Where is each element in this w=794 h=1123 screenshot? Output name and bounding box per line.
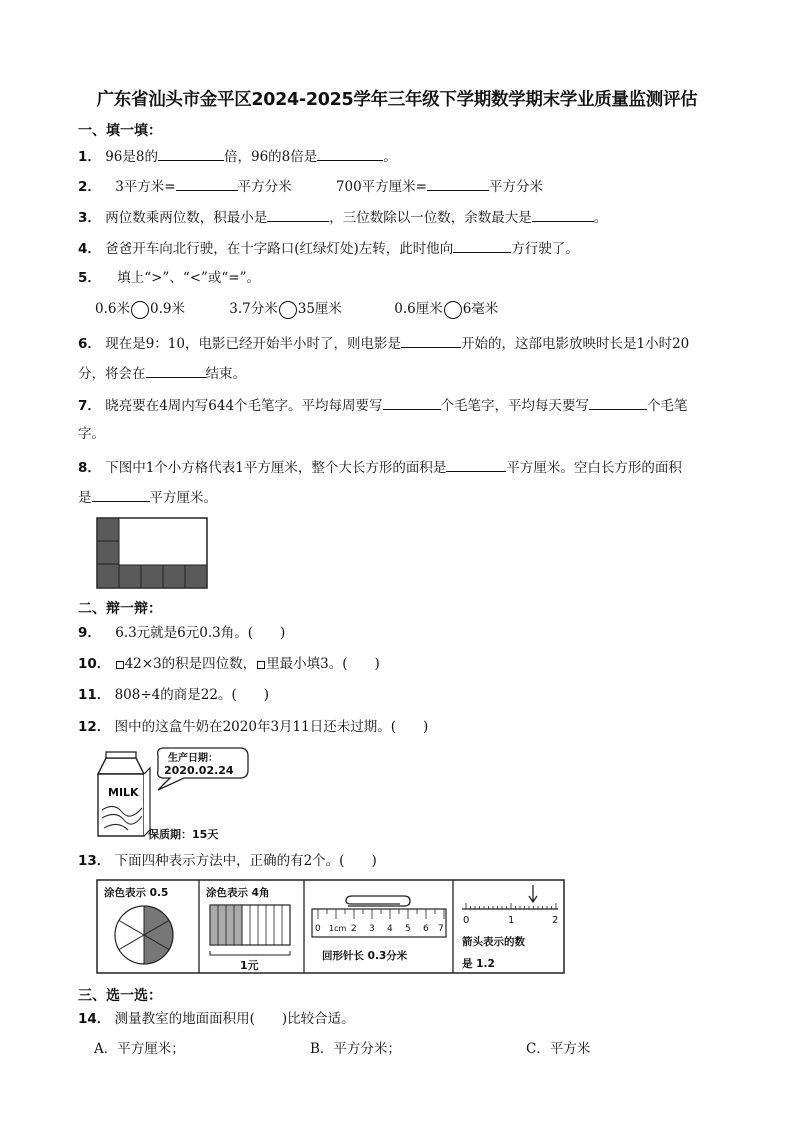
question-text: 808÷4的商是22。( )	[114, 687, 269, 703]
compare-circle[interactable]	[279, 301, 297, 319]
question-12	[78, 718, 428, 736]
question-1	[78, 146, 397, 166]
ruler-num: 3	[369, 924, 375, 934]
production-date-label: 生产日期：	[168, 753, 218, 764]
question-number: 5．	[78, 270, 101, 286]
question-text: 。	[383, 149, 397, 165]
panel3-caption: 回形针长 0.3分米	[322, 950, 408, 962]
shelf-life: 保质期：15天	[148, 828, 219, 841]
question-number: 6．	[78, 336, 101, 352]
milk-carton-figure	[92, 744, 262, 844]
question-number: 8．	[78, 460, 101, 476]
panel1-caption: 涂色表示 0.5	[104, 887, 169, 899]
question-text: 700平方厘米=	[335, 179, 427, 195]
question-text: 平方厘米。	[149, 490, 217, 506]
section-heading-choose: 三、选一选：	[78, 988, 162, 1004]
question-number: 7．	[78, 398, 101, 414]
question-text: ，三位数除以一位数，余数最大是	[329, 210, 532, 226]
question-6-cont	[78, 363, 246, 383]
question-text: 96是8的	[105, 149, 158, 165]
answer-blank[interactable]	[532, 207, 594, 222]
question-text: 两位数乘两位数，积最小是	[105, 210, 268, 226]
question-text: 图中的这盒牛奶在2020年3月11日还未过期。( )	[114, 719, 429, 735]
section-heading-fill: 一、填一填：	[78, 123, 162, 139]
question-5-comparisons	[95, 300, 498, 319]
shaded-column	[97, 518, 119, 588]
page-title: 广东省汕头市金平区2024-2025学年三年级下学期数学期末学业质量监测评估	[96, 90, 698, 110]
question-text: 下图中1个小方格代表1平方厘米，整个大长方形的面积是	[105, 460, 447, 476]
question-text: 现在是9：10，电影已经开始半小时了，则电影是	[105, 336, 401, 352]
compare-left: 0.6厘米	[394, 301, 443, 317]
ruler-num: 4	[387, 924, 393, 934]
answer-blank[interactable]	[92, 487, 150, 502]
number-line-num: 1	[508, 915, 515, 926]
box-symbol	[116, 661, 124, 669]
area-grid-figure	[96, 517, 208, 589]
question-text: 测量教室的地面面积用( )比较合适。	[114, 1011, 355, 1027]
question-text: 是	[78, 490, 92, 506]
ruler-num: 0	[315, 924, 321, 934]
number-line-num: 0	[463, 915, 470, 926]
answer-blank[interactable]	[446, 457, 506, 472]
question-number: 13．	[78, 853, 111, 869]
question-text: 。	[593, 210, 608, 226]
question-8	[78, 457, 682, 477]
option-c[interactable]: C．平方米	[526, 1041, 591, 1057]
question-9	[78, 624, 285, 642]
question-text: 下面四种表示方法中，正确的有2个。( )	[114, 853, 377, 869]
question-number: 3．	[78, 210, 101, 226]
panel2-label: 1元	[240, 959, 259, 972]
question-text: 结束。	[205, 366, 246, 382]
answer-blank[interactable]	[317, 146, 383, 161]
question-text: 晓亮要在4周内写644个毛笔字。平均每周要写	[105, 398, 383, 414]
compare-right: 35厘米	[297, 301, 342, 317]
question-text: 平方分米	[237, 179, 292, 195]
ruler-num: 7	[438, 924, 444, 934]
compare-right: 6毫米	[462, 301, 499, 317]
question-5	[78, 269, 260, 287]
question-number: 12．	[78, 719, 111, 735]
question-8-cont	[78, 487, 217, 507]
ruler-num: 2	[351, 924, 357, 934]
answer-blank[interactable]	[427, 176, 489, 191]
compare-right: 0.9米	[149, 301, 185, 317]
answer-blank[interactable]	[401, 333, 461, 348]
question-number: 9．	[78, 625, 101, 641]
representation-panels-figure	[96, 879, 566, 975]
answer-blank[interactable]	[453, 238, 511, 253]
answer-blank[interactable]	[383, 395, 441, 410]
question-7	[78, 395, 688, 415]
ruler-num: 6	[423, 924, 429, 934]
answer-blank[interactable]	[176, 176, 238, 191]
compare-left: 3.7分米	[229, 301, 278, 317]
question-text: 方行驶了。	[511, 241, 579, 257]
answer-blank[interactable]	[267, 207, 329, 222]
ruler-num: 1cm	[329, 924, 347, 933]
compare-circle[interactable]	[131, 301, 149, 319]
question-text: 平方分米	[489, 179, 543, 195]
compare-circle[interactable]	[444, 301, 462, 319]
question-10	[78, 655, 380, 673]
question-number: 1．	[78, 149, 101, 165]
number-line-num: 2	[552, 915, 559, 926]
question-text: 字。	[78, 426, 105, 442]
compare-left: 0.6米	[95, 301, 130, 317]
panel4-caption: 箭头表示的数	[462, 936, 525, 948]
question-13	[78, 852, 377, 870]
question-text: 个毛笔	[647, 398, 688, 414]
answer-blank[interactable]	[589, 395, 647, 410]
panel2-caption: 涂色表示 4角	[206, 887, 270, 899]
question-6	[78, 333, 689, 353]
question-text: 开始的，这部电影放映时长是1小时20	[460, 336, 690, 352]
question-text: 填上“>”、“<”或“=”。	[117, 270, 261, 286]
question-text: 爸爸开车向北行驶，在十字路口(红绿灯处)左转，此时他向	[105, 241, 454, 257]
question-text: 分，将会在	[78, 366, 146, 382]
option-b[interactable]: B．平方分米；	[310, 1041, 401, 1057]
question-14	[78, 1010, 355, 1028]
ruler-num: 5	[405, 924, 411, 934]
section-heading-judge: 二、辩一辩：	[78, 601, 162, 617]
question-7-cont	[78, 425, 105, 443]
production-date: 2020.02.24	[164, 764, 234, 777]
box-symbol	[257, 661, 265, 669]
pie-icon	[115, 906, 173, 964]
panel4-caption-2: 是 1.2	[462, 958, 495, 970]
milk-brand: MILK	[108, 786, 139, 799]
answer-blank[interactable]	[158, 146, 224, 161]
question-text: 平方厘米。空白长方形的面积	[506, 460, 682, 476]
question-3	[78, 207, 607, 227]
question-number: 10．	[78, 656, 111, 672]
answer-blank[interactable]	[146, 363, 206, 378]
question-4	[78, 238, 579, 258]
question-number: 2．	[78, 179, 101, 195]
question-number: 11．	[78, 687, 111, 703]
question-text: 3平方米=	[115, 179, 176, 195]
question-text: 6.3元就是6元0.3角。( )	[115, 625, 286, 641]
question-number: 4．	[78, 241, 101, 257]
option-a[interactable]: A．平方厘米；	[94, 1041, 185, 1057]
question-text: 里最小填3。( )	[266, 656, 380, 672]
question-text: 倍，96的8倍是	[223, 149, 318, 165]
question-number: 14．	[78, 1011, 111, 1027]
question-11	[78, 686, 269, 704]
question-text: 个毛笔字，平均每天要写	[440, 398, 590, 414]
question-2	[78, 176, 543, 196]
question-text: 42×3的积是四位数，	[124, 656, 257, 672]
question-14-options	[94, 1040, 590, 1058]
